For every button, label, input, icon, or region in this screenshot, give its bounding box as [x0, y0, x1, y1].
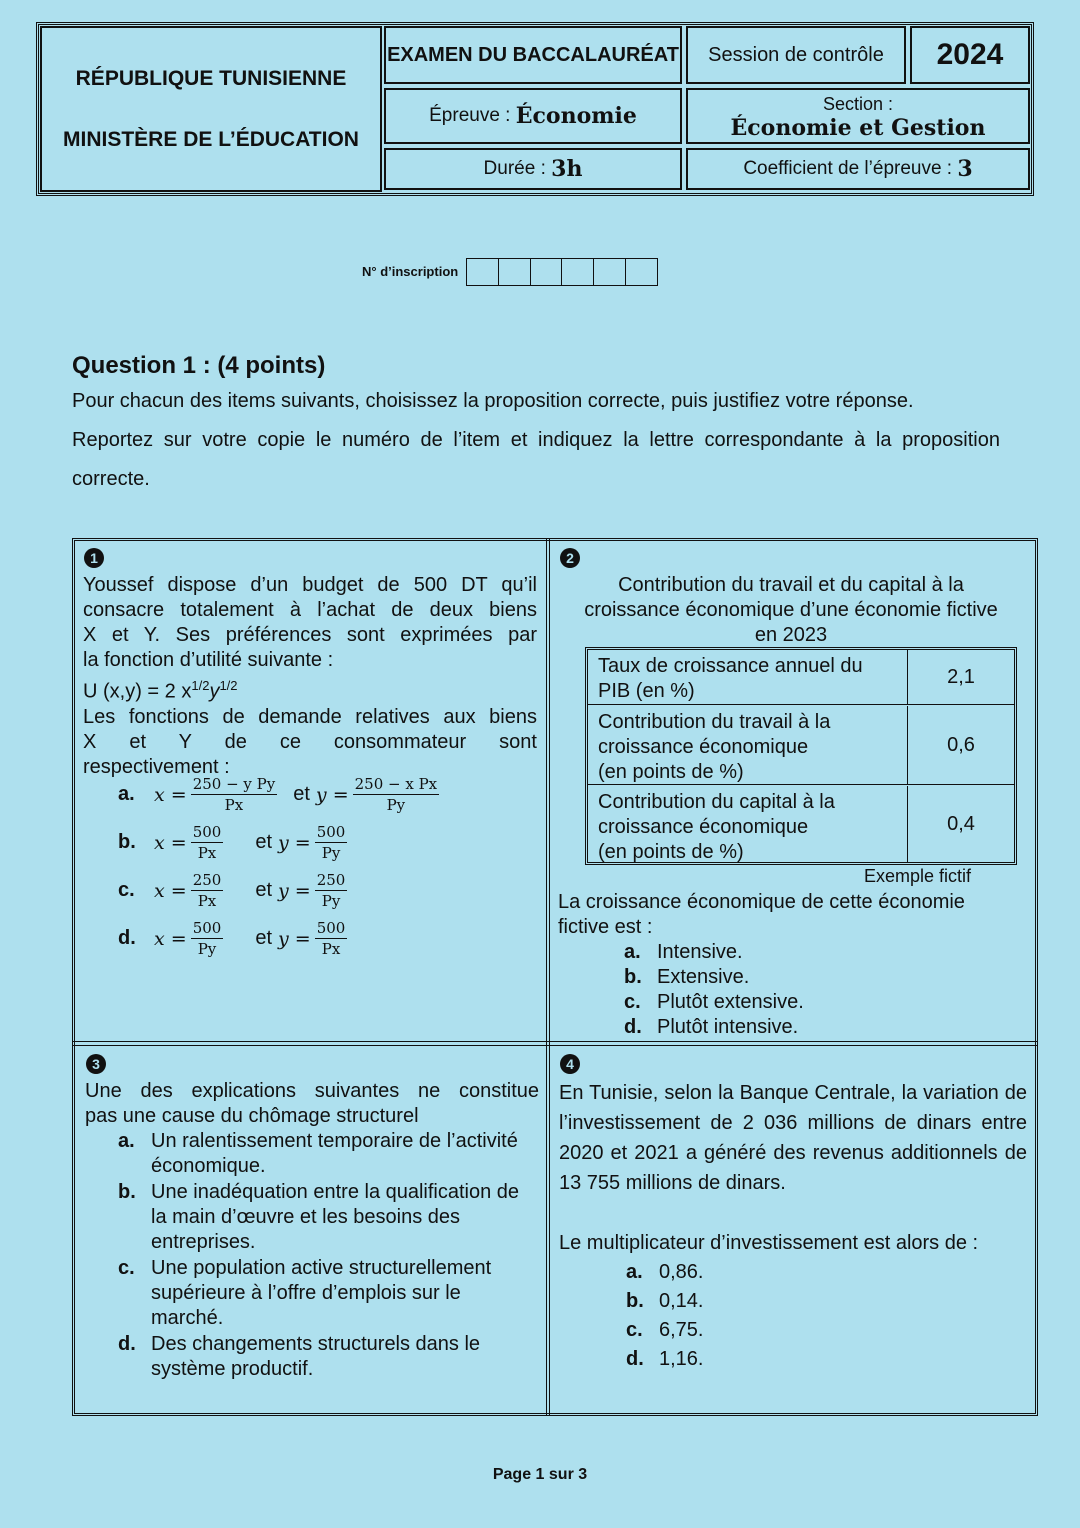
inscription-label: N° d’inscription — [362, 264, 459, 279]
item2-title-line: Contribution du travail et du capital à la — [618, 574, 964, 596]
item1-option-b — [118, 822, 351, 863]
option-letter: c. — [118, 879, 135, 901]
table-source: Exemple fictif — [864, 866, 972, 886]
coefficient-value: 3 — [957, 156, 973, 182]
exam-year: 2024 — [910, 26, 1030, 84]
table-row-value: 0,4 — [947, 812, 975, 835]
option[interactable] — [118, 1180, 538, 1255]
item4-question: Le multiplicateur d’investissement est alors de : — [559, 1232, 979, 1254]
option[interactable] — [118, 1332, 538, 1382]
denominator: Px — [224, 796, 244, 814]
numerator: 500 — [192, 919, 222, 937]
option-text: 0,14. — [659, 1290, 704, 1312]
option[interactable] — [624, 1015, 1024, 1040]
option-text: Extensive. — [657, 966, 750, 988]
item1-option-d — [118, 918, 351, 959]
table-row — [588, 786, 1014, 862]
item1-option-a — [118, 774, 443, 815]
x-var: x = — [154, 783, 187, 806]
session-label: Session de contrôle — [686, 26, 906, 84]
fraction — [315, 870, 348, 911]
option-text: 6,75. — [659, 1319, 704, 1341]
option-letter: d. — [624, 1016, 642, 1038]
option[interactable] — [118, 1256, 538, 1331]
instruction-2: Reportez sur votre copie le numéro de l’item et indiquez la lettre correspondante à la proposition correcte. — [72, 429, 1000, 490]
instruction-1: Pour chacun des items suivants, choisissez la proposition correcte, puis justifiez votre réponse. — [72, 390, 914, 412]
item2-title-line: en 2023 — [754, 624, 828, 646]
numerator: 250 − x Px — [354, 775, 438, 793]
item4-stem: En Tunisie, selon la Banque Centrale, la variation de l’investissement de 2 036 millions de dinars entre 2020 et 2021 a généré des revenus additionnels de 13 755 millions de dinars. — [559, 1082, 1027, 1194]
item1-line: X et Y. Ses préférences sont exprimées par — [83, 624, 537, 646]
numerator: 250 − y Py — [192, 775, 276, 793]
option-text: Des changements structurels dans le système productif. — [151, 1333, 481, 1380]
exam-title: EXAMEN DU BACCALAURÉAT — [384, 26, 682, 84]
option-letter: b. — [118, 1181, 136, 1203]
option-text: Un ralentissement temporaire de l’activité économique. — [151, 1130, 518, 1177]
numerator: 250 — [192, 871, 222, 889]
option-letter: d. — [118, 927, 136, 949]
item3-options — [118, 1129, 538, 1382]
option-letter: a. — [118, 783, 135, 805]
option-letter: a. — [624, 941, 641, 963]
subject-box — [384, 88, 682, 144]
x-var: x = — [154, 879, 187, 902]
table-row-label — [588, 706, 908, 784]
question-title: Question 1 : (4 points) — [72, 352, 326, 379]
item2-title — [552, 573, 1030, 648]
and-word: et — [293, 783, 310, 805]
numerator: 500 — [316, 823, 346, 841]
country-name: RÉPUBLIQUE TUNISIENNE — [75, 66, 347, 90]
option-letter: c. — [624, 991, 641, 1013]
row-label-line: croissance économique — [598, 816, 809, 838]
option-letter: d. — [118, 1333, 136, 1355]
denominator: Py — [197, 940, 217, 958]
item-number-badge: 2 — [560, 548, 580, 568]
denominator: Py — [321, 844, 341, 862]
utility-base: U (x,y) = 2 x — [83, 680, 192, 703]
issuer-box — [40, 26, 382, 192]
option[interactable] — [626, 1345, 926, 1374]
option-letter: b. — [626, 1290, 644, 1312]
option[interactable] — [624, 940, 1024, 965]
coefficient-box — [686, 148, 1030, 190]
item-number-badge: 3 — [86, 1054, 106, 1074]
item3-stem-line: Une des explications suivantes ne constitue — [85, 1080, 539, 1102]
denominator: Px — [197, 892, 217, 910]
coefficient-label: Coefficient de l’épreuve : — [743, 158, 953, 179]
item2-title-line: croissance économique d’une économie fictive — [584, 599, 998, 621]
table-row-label — [588, 786, 908, 862]
and-word: et — [255, 879, 273, 901]
option[interactable] — [626, 1316, 926, 1345]
growth-contribution-table — [585, 647, 1017, 865]
y-var: y = — [278, 831, 311, 854]
x-var: x = — [154, 831, 187, 854]
page-number: Page 1 sur 3 — [492, 1466, 588, 1483]
table-row — [588, 706, 1014, 785]
x-var: x = — [154, 927, 187, 950]
table-row — [588, 650, 1014, 705]
option-text: Une population active structurellement supérieure à l’offre d’emplois sur le marché. — [151, 1257, 492, 1329]
fraction — [191, 774, 278, 815]
fraction — [315, 918, 348, 959]
inscription-digit-box[interactable] — [562, 259, 594, 285]
option-letter: c. — [118, 1257, 135, 1279]
option-text: Plutôt extensive. — [657, 991, 804, 1013]
numerator: 500 — [316, 919, 346, 937]
row-label-line: Contribution du capital à la — [598, 791, 835, 813]
table-row-value: 2,1 — [947, 665, 975, 688]
numerator: 250 — [316, 871, 346, 889]
row-label-line: (en points de %) — [598, 761, 744, 783]
option[interactable] — [624, 965, 1024, 990]
option-text: Plutôt intensive. — [657, 1016, 799, 1038]
option-text: Une inadéquation entre la qualification de la main d’œuvre et les besoins des entreprises. — [151, 1181, 520, 1253]
option-letter: a. — [118, 1130, 135, 1152]
row-label-line: Taux de croissance annuel du — [598, 655, 863, 677]
option-letter: b. — [624, 966, 642, 988]
item2-stem-line: La croissance économique de cette économie — [558, 891, 965, 913]
option[interactable] — [626, 1258, 926, 1287]
fraction — [353, 774, 440, 815]
denominator: Px — [197, 844, 217, 862]
inscription-digit-box[interactable] — [467, 259, 499, 285]
and-word: et — [255, 927, 273, 949]
item1-stem — [83, 573, 537, 780]
table-row-label — [588, 650, 908, 704]
denominator: Px — [321, 940, 341, 958]
inscription-digit-box[interactable] — [594, 259, 626, 285]
item2-stem-line: fictive est : — [558, 916, 653, 938]
option-letter: c. — [626, 1319, 643, 1341]
item2-options — [624, 940, 1024, 1040]
inscription-digit-box[interactable] — [499, 259, 531, 285]
fraction — [191, 918, 224, 959]
y-var: y = — [278, 879, 311, 902]
item-number-badge: 4 — [560, 1054, 580, 1074]
duration-value: 3h — [551, 156, 583, 182]
item2-stem — [558, 890, 1028, 940]
utility-function — [83, 673, 537, 705]
utility-exponent: 1/2 — [191, 678, 210, 693]
numerator: 500 — [192, 823, 222, 841]
question-instructions — [72, 382, 1000, 499]
row-label-line: (en points de %) — [598, 841, 744, 863]
fraction — [315, 822, 348, 863]
subject-label: Épreuve : — [429, 105, 511, 126]
fraction — [191, 822, 224, 863]
item1-line: Youssef dispose d’un budget de 500 DT qu’il — [83, 574, 537, 596]
table-row-value: 0,6 — [947, 733, 975, 756]
ministry-name: MINISTÈRE DE L’ÉDUCATION — [63, 127, 359, 151]
row-label-line: PIB (en %) — [598, 680, 695, 702]
denominator: Py — [386, 796, 406, 814]
and-word: et — [255, 831, 273, 853]
grid-vertical-divider — [546, 538, 550, 1416]
row-label-line: Contribution du travail à la — [598, 711, 831, 733]
grid-horizontal-divider — [72, 1041, 1038, 1046]
utility-y: y — [209, 680, 220, 703]
denominator: Py — [321, 892, 341, 910]
item1-line: Les fonctions de demande relatives aux biens — [83, 705, 537, 728]
duration-label: Durée : — [483, 158, 546, 179]
option[interactable] — [626, 1287, 926, 1316]
subject-value: Économie — [515, 103, 637, 129]
option[interactable] — [118, 1129, 538, 1179]
item1-option-c — [118, 870, 351, 911]
section-label: Section : — [822, 94, 894, 114]
item3-stem-line: pas une cause du chômage structurel — [85, 1105, 419, 1127]
inscription-digit-box[interactable] — [626, 259, 657, 285]
item3-stem — [85, 1079, 539, 1129]
item4-options — [626, 1258, 926, 1374]
item1-line: consacre totalement à l’achat de deux biens — [83, 599, 537, 621]
option-letter: b. — [118, 831, 136, 853]
row-label-line: croissance économique — [598, 736, 809, 758]
inscription-digit-box[interactable] — [531, 259, 563, 285]
option-text: 1,16. — [659, 1348, 704, 1370]
item1-line: respectivement : — [83, 755, 230, 778]
option-text: 0,86. — [659, 1261, 704, 1283]
option-letter: a. — [626, 1261, 643, 1283]
item-number-badge: 1 — [84, 548, 104, 568]
section-value: Économie et Gestion — [730, 115, 986, 141]
item1-line: la fonction d’utilité suivante : — [83, 649, 334, 671]
y-var: y = — [315, 783, 349, 806]
y-var: y = — [278, 927, 311, 950]
fraction — [191, 870, 224, 911]
option-text: Intensive. — [657, 941, 743, 963]
option[interactable] — [624, 990, 1024, 1015]
section-box — [686, 88, 1030, 144]
utility-exponent: 1/2 — [219, 678, 238, 693]
inscription-number-field[interactable] — [466, 258, 658, 286]
option-letter: d. — [626, 1348, 644, 1370]
duration-box — [384, 148, 682, 190]
item1-line: X et Y de ce consommateur sont — [83, 730, 537, 753]
